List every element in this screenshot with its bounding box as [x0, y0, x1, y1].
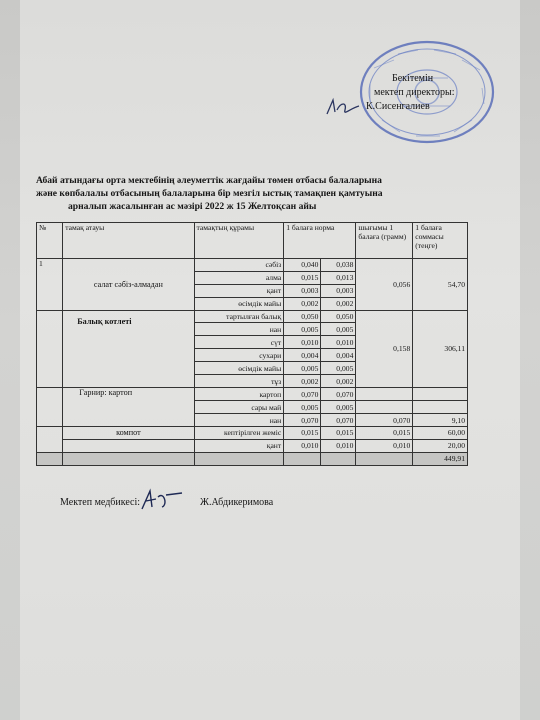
cost-cutlet: 306,11: [413, 310, 468, 388]
norm1-cell: 0,002: [284, 297, 321, 310]
norm1-cell: 0,002: [284, 375, 321, 388]
yield-cutlet: 0,158: [356, 310, 413, 388]
dish-salad: салат сәбіз-алмадан: [63, 258, 194, 310]
menu-table: [36, 222, 468, 466]
title-line-1: Абай атындағы орта мектебінің әлеуметтік жағдайы төмен отбасы балаларына: [36, 175, 382, 186]
ingredient-cell: сары май: [194, 401, 284, 414]
approval-line-title: мектеп директоры:: [374, 87, 455, 98]
total-cell-empty: [321, 452, 356, 465]
header-dish: тамақ атауы: [63, 223, 194, 259]
header-yield: шығымы 1 балаға (грамм): [356, 223, 413, 259]
document-title: [36, 174, 383, 213]
yield-cell-empty: [356, 388, 413, 401]
norm1-cell: 0,010: [284, 336, 321, 349]
norm2-cell: 0,005: [321, 401, 356, 414]
approval-line-approve: Бекітемін: [392, 73, 434, 84]
ingredient-cell: тұз: [194, 375, 284, 388]
total-cell-empty: [37, 452, 63, 465]
norm1-cell: 0,015: [284, 271, 321, 284]
norm2-cell: 0,013: [321, 271, 356, 284]
norm2-cell: 0,015: [321, 426, 356, 439]
yield-cell-empty: [356, 401, 413, 414]
yield-cell: 0,010: [356, 439, 413, 452]
director-signature: [325, 96, 361, 118]
nurse-name: Ж.Абдикеримова: [200, 497, 274, 508]
ingredient-cell: нан: [194, 323, 284, 336]
dish-fish-cutlet: Балық котлеті: [63, 310, 194, 388]
row-no-empty: [37, 310, 63, 388]
table-row: [37, 258, 468, 271]
header-cost: 1 балаға соммасы (теңге): [413, 223, 468, 259]
norm1-cell: 0,003: [284, 284, 321, 297]
norm1-cell: 0,004: [284, 349, 321, 362]
norm2-cell: 0,070: [321, 388, 356, 401]
ingredient-cell: картоп: [194, 388, 284, 401]
norm1-cell: 0,070: [284, 388, 321, 401]
total-row: [37, 452, 468, 465]
yield-cell: 0,070: [356, 414, 413, 427]
table-row: [37, 426, 468, 439]
row-no-empty: [37, 426, 63, 452]
table-row: [37, 310, 468, 323]
approval-line-director: К.Сисенгалиев: [366, 101, 430, 112]
header-composition: тамақтың құрамы: [194, 223, 284, 259]
title-line-2: және көпбалалы отбасының балаларына бір мезгіл ыстық тамақпен қамтуына: [36, 188, 383, 199]
row-no: 1: [37, 258, 63, 310]
norm2-cell: 0,002: [321, 375, 356, 388]
yield-cell: 0,015: [356, 426, 413, 439]
ingredient-cell: нан: [194, 414, 284, 427]
total-cell-empty: [284, 452, 321, 465]
norm1-cell: 0,005: [284, 401, 321, 414]
nurse-signature: [138, 487, 184, 513]
norm2-cell: 0,070: [321, 414, 356, 427]
table-row: [37, 439, 468, 452]
cost-cell: 9,10: [413, 414, 468, 427]
norm2-cell: 0,005: [321, 323, 356, 336]
ingredient-cell: сүт: [194, 336, 284, 349]
total-cell-empty: [194, 452, 284, 465]
title-line-3: арналып жасалынған ас мәзірі 2022 ж 15 Желтоқсан айы: [68, 201, 317, 212]
cost-cell: 20,00: [413, 439, 468, 452]
nurse-label: Мектеп медбикесі:: [60, 497, 141, 508]
norm2-cell: 0,003: [321, 284, 356, 297]
norm2-cell: 0,002: [321, 297, 356, 310]
total-cell-empty: [63, 452, 194, 465]
norm2-cell: 0,038: [321, 258, 356, 271]
norm2-cell: 0,050: [321, 310, 356, 323]
ingredient-cell: алма: [194, 271, 284, 284]
dish-compote: компот: [63, 426, 194, 439]
cost-salad: 54,70: [413, 258, 468, 310]
cost-cell: 60,00: [413, 426, 468, 439]
ingredient-cell: сухари: [194, 349, 284, 362]
norm1-cell: 0,005: [284, 323, 321, 336]
ingredient-cell: қант: [194, 284, 284, 297]
cost-cell-empty: [413, 401, 468, 414]
norm2-cell: 0,010: [321, 336, 356, 349]
row-no-empty: [37, 388, 63, 427]
dish-garnish-potato: Гарнир: картоп: [63, 388, 194, 427]
ingredient-cell: сәбіз: [194, 258, 284, 271]
total-cost: 449,91: [413, 452, 468, 465]
norm2-cell: 0,010: [321, 439, 356, 452]
yield-salad: 0,056: [356, 258, 413, 310]
header-norm: 1 балаға норма: [284, 223, 356, 259]
dish-cell-empty: [63, 439, 194, 452]
total-cell-empty: [356, 452, 413, 465]
norm2-cell: 0,005: [321, 362, 356, 375]
ingredient-cell: өсімдік майы: [194, 297, 284, 310]
ingredient-cell: тартылған балық: [194, 310, 284, 323]
ingredient-cell: кептірілген жеміс: [194, 426, 284, 439]
norm1-cell: 0,005: [284, 362, 321, 375]
ingredient-cell: қант: [194, 439, 284, 452]
table-row: [37, 388, 468, 401]
norm1-cell: 0,015: [284, 426, 321, 439]
cost-cell-empty: [413, 388, 468, 401]
ingredient-cell: өсімдік майы: [194, 362, 284, 375]
norm1-cell: 0,010: [284, 439, 321, 452]
norm1-cell: 0,070: [284, 414, 321, 427]
norm1-cell: 0,050: [284, 310, 321, 323]
header-no: №: [37, 223, 63, 259]
norm2-cell: 0,004: [321, 349, 356, 362]
table-header-row: [37, 223, 468, 259]
norm1-cell: 0,040: [284, 258, 321, 271]
